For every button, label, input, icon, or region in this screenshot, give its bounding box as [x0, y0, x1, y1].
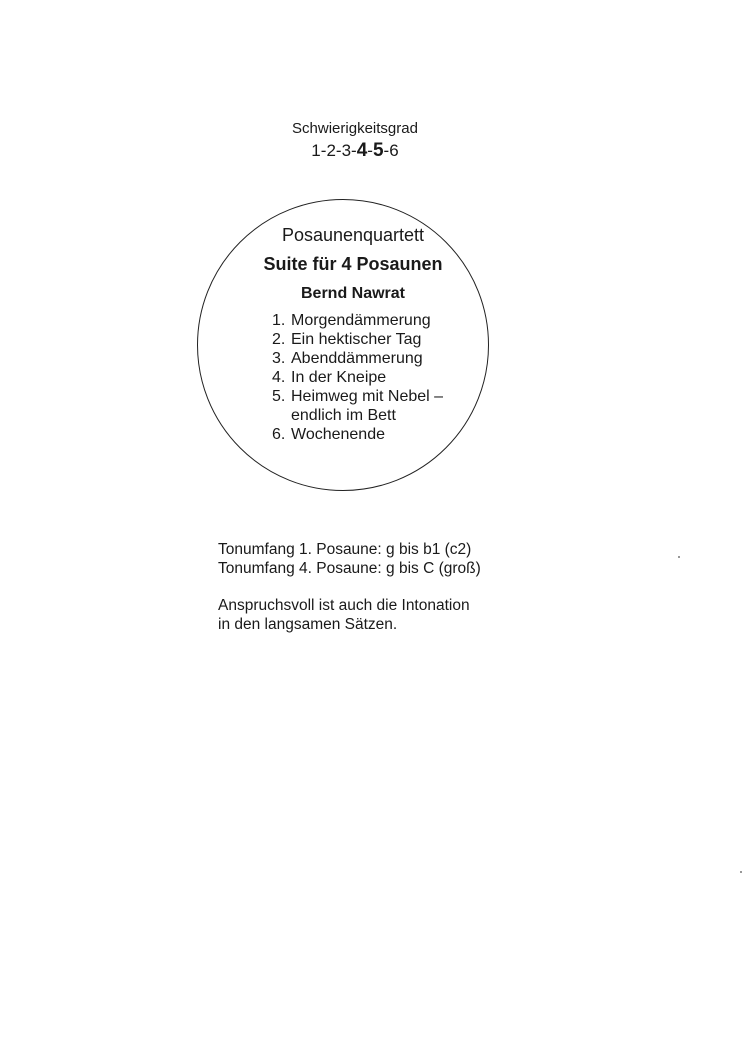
movement-number: 3.	[272, 350, 286, 367]
movement-item	[272, 425, 443, 444]
difficulty-block	[0, 119, 710, 162]
difficulty-separator: -	[383, 141, 390, 160]
difficulty-separator: -	[320, 141, 327, 160]
movement-number: 6.	[272, 426, 286, 443]
movement-title: In der Kneipe	[291, 369, 387, 386]
movement-item	[272, 387, 443, 425]
composer-name: Bernd Nawrat	[300, 285, 406, 302]
difficulty-level: 3	[341, 141, 352, 160]
movement-item	[272, 349, 443, 368]
work-title: Suite für 4 Posaunen	[263, 254, 443, 274]
scan-speck	[678, 556, 680, 558]
range-trombone-1: Tonumfang 1. Posaune: g bis b1 (c2)	[218, 541, 472, 558]
difficulty-level: 2	[326, 141, 336, 160]
movement-list	[272, 311, 443, 444]
difficulty-level: 5	[372, 140, 384, 161]
range-block	[218, 540, 481, 578]
difficulty-separator: -	[335, 141, 342, 160]
difficulty-level: 1	[311, 141, 321, 160]
movement-number: 5.	[272, 388, 286, 405]
difficulty-separator: -	[351, 141, 357, 160]
movement-item	[272, 368, 443, 387]
difficulty-scale	[0, 140, 710, 162]
difficulty-level: 4	[356, 140, 368, 161]
movement-number: 1.	[272, 312, 286, 329]
movement-number: 4.	[272, 369, 286, 386]
range-trombone-4: Tonumfang 4. Posaune: g bis C (groß)	[218, 560, 481, 577]
difficulty-label: Schwierigkeitsgrad	[292, 120, 418, 137]
movement-item	[272, 311, 443, 330]
note-line-1: Anspruchsvoll ist auch die Intonation	[218, 597, 470, 614]
movement-title: Heimweg mit Nebel – endlich im Bett	[291, 388, 444, 424]
intonation-note	[218, 596, 470, 634]
ensemble-name: Posaunenquartett	[281, 225, 425, 245]
movement-title: Ein hektischer Tag	[291, 331, 422, 348]
movement-title: Morgendämmerung	[291, 312, 431, 329]
movement-title: Abenddämmerung	[291, 350, 423, 367]
note-line-2: in den langsamen Sätzen.	[218, 616, 398, 633]
difficulty-separator: -	[367, 141, 373, 160]
movement-title: Wochenende	[291, 426, 385, 443]
difficulty-level: 6	[389, 141, 399, 160]
movement-item	[272, 330, 443, 349]
scan-speck	[740, 871, 742, 873]
movement-number: 2.	[272, 331, 286, 348]
